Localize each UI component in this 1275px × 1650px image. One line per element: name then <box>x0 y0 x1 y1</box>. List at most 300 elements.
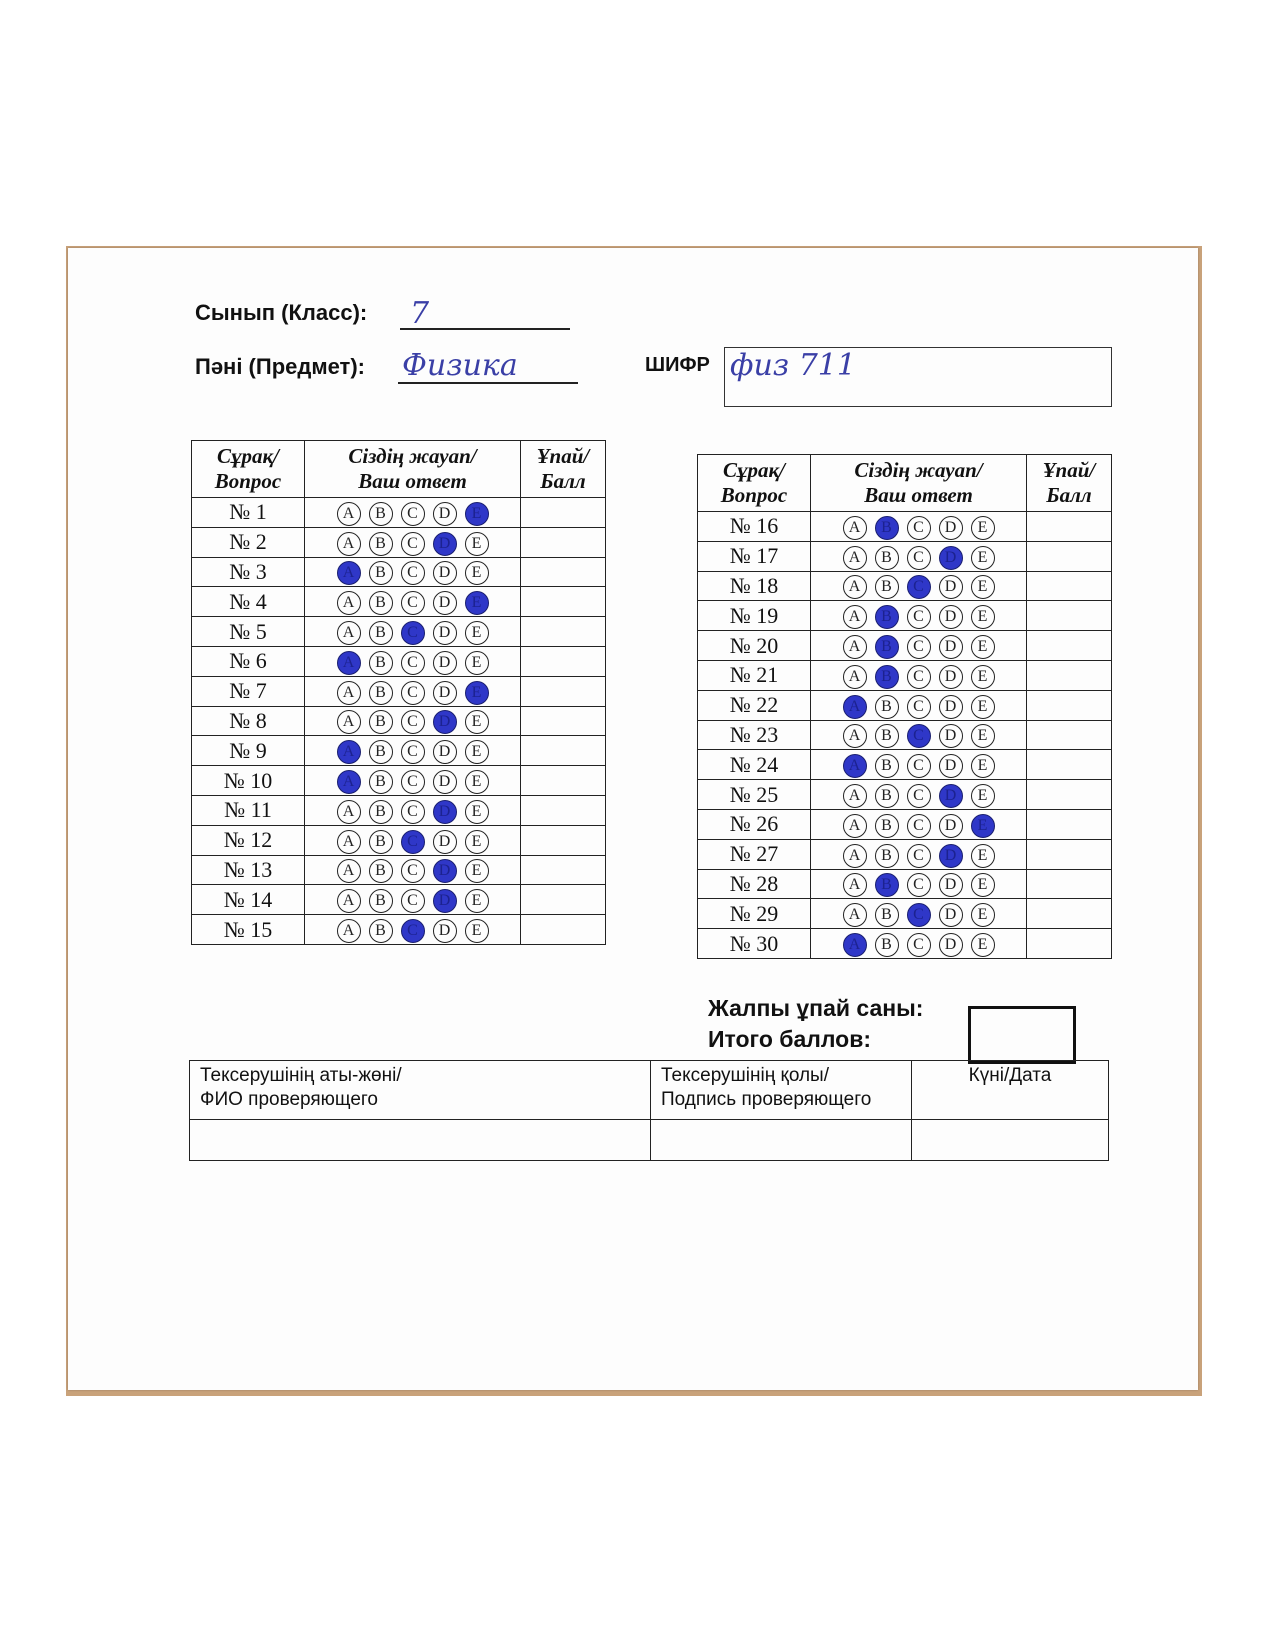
score-cell[interactable] <box>1027 512 1112 542</box>
question-number: № 10 <box>192 766 305 796</box>
score-cell[interactable] <box>1027 660 1112 690</box>
option-bubble-c[interactable]: C <box>401 621 425 645</box>
option-bubble-e[interactable]: E <box>465 532 489 556</box>
option-bubble-a[interactable]: A <box>337 591 361 615</box>
option-bubble-e[interactable]: E <box>971 903 995 927</box>
table-row <box>698 780 1112 810</box>
option-bubble-a[interactable]: A <box>337 561 361 585</box>
option-bubble-a[interactable]: A <box>337 621 361 645</box>
question-number: № 16 <box>698 512 811 542</box>
question-number: № 13 <box>192 855 305 885</box>
option-bubble-e[interactable]: E <box>465 710 489 734</box>
option-bubble-a[interactable]: A <box>843 784 867 808</box>
option-bubble-b[interactable]: B <box>369 651 393 675</box>
table-row <box>192 706 606 736</box>
question-number: № 7 <box>192 676 305 706</box>
option-bubble-e[interactable]: E <box>465 561 489 585</box>
option-bubble-a[interactable]: A <box>337 710 361 734</box>
score-cell[interactable] <box>521 706 606 736</box>
table-row <box>192 795 606 825</box>
option-bubble-d[interactable]: D <box>433 710 457 734</box>
option-bubble-b[interactable]: B <box>369 532 393 556</box>
score-cell[interactable] <box>521 557 606 587</box>
option-bubble-d[interactable]: D <box>433 740 457 764</box>
option-bubble-a[interactable]: A <box>843 724 867 748</box>
answer-header <box>305 441 521 498</box>
option-bubble-e[interactable]: E <box>971 605 995 629</box>
score-cell[interactable] <box>1027 571 1112 601</box>
option-bubble-b[interactable]: B <box>875 635 899 659</box>
answer-header-kz: Сіздің жауап/ <box>348 444 477 468</box>
option-bubble-e[interactable]: E <box>465 800 489 824</box>
option-bubble-c[interactable]: C <box>401 681 425 705</box>
question-number: № 5 <box>192 617 305 647</box>
answer-options <box>811 809 1027 839</box>
option-bubble-d[interactable]: D <box>939 724 963 748</box>
option-bubble-c[interactable]: C <box>401 800 425 824</box>
score-cell[interactable] <box>521 855 606 885</box>
answer-options <box>305 617 521 647</box>
option-bubble-a[interactable]: A <box>337 919 361 943</box>
option-bubble-a[interactable]: A <box>337 859 361 883</box>
answer-options <box>811 541 1027 571</box>
option-bubble-c[interactable]: C <box>907 635 931 659</box>
option-bubble-a[interactable]: A <box>843 933 867 957</box>
option-bubble-b[interactable]: B <box>875 695 899 719</box>
option-bubble-b[interactable]: B <box>875 724 899 748</box>
option-bubble-c[interactable]: C <box>401 859 425 883</box>
question-header <box>192 441 305 498</box>
option-bubble-a[interactable]: A <box>843 516 867 540</box>
option-bubble-b[interactable]: B <box>369 740 393 764</box>
inspector-signature-header <box>651 1061 912 1120</box>
inspector-signature-ru: Подпись проверяющего <box>661 1089 872 1110</box>
option-bubble-e[interactable]: E <box>465 919 489 943</box>
question-number: № 1 <box>192 498 305 528</box>
inspector-signature-field[interactable] <box>651 1120 912 1161</box>
table-row <box>698 899 1112 929</box>
score-cell[interactable] <box>1027 720 1112 750</box>
answer-header-ru: Ваш ответ <box>358 469 467 493</box>
option-bubble-c[interactable]: C <box>401 889 425 913</box>
score-cell[interactable] <box>521 825 606 855</box>
option-bubble-c[interactable]: C <box>907 933 931 957</box>
option-bubble-b[interactable]: B <box>875 605 899 629</box>
question-number: № 29 <box>698 899 811 929</box>
option-bubble-d[interactable]: D <box>939 635 963 659</box>
table-row <box>192 587 606 617</box>
option-bubble-a[interactable]: A <box>843 665 867 689</box>
option-bubble-b[interactable]: B <box>369 919 393 943</box>
answer-header-kz: Сіздің жауап/ <box>854 458 983 482</box>
answer-options <box>305 795 521 825</box>
option-bubble-c[interactable]: C <box>907 873 931 897</box>
option-bubble-e[interactable]: E <box>465 830 489 854</box>
score-cell[interactable] <box>1027 750 1112 780</box>
date-field[interactable] <box>912 1120 1109 1161</box>
score-header-ru: Балл <box>1046 483 1092 507</box>
answer-options <box>811 839 1027 869</box>
option-bubble-d[interactable]: D <box>939 605 963 629</box>
signature-table <box>189 1060 1109 1161</box>
table-row <box>698 809 1112 839</box>
option-bubble-d[interactable]: D <box>433 830 457 854</box>
option-bubble-e[interactable]: E <box>465 651 489 675</box>
option-bubble-e[interactable]: E <box>465 740 489 764</box>
score-cell[interactable] <box>521 915 606 945</box>
answer-header-ru: Ваш ответ <box>864 483 973 507</box>
option-bubble-d[interactable]: D <box>433 502 457 526</box>
score-cell[interactable] <box>521 795 606 825</box>
option-bubble-e[interactable]: E <box>465 502 489 526</box>
score-cell[interactable] <box>1027 601 1112 631</box>
option-bubble-e[interactable]: E <box>465 889 489 913</box>
score-cell[interactable] <box>521 527 606 557</box>
class-label: Сынып (Класс): <box>195 300 368 325</box>
answer-options <box>811 660 1027 690</box>
table-row <box>698 660 1112 690</box>
option-bubble-e[interactable]: E <box>971 665 995 689</box>
question-number: № 28 <box>698 869 811 899</box>
question-number: № 11 <box>192 795 305 825</box>
option-bubble-a[interactable]: A <box>843 873 867 897</box>
question-number: № 20 <box>698 631 811 661</box>
subject-value: Физика <box>402 348 518 383</box>
cipher-label: ШИФР <box>645 354 710 376</box>
option-bubble-b[interactable]: B <box>369 681 393 705</box>
score-header-ru: Балл <box>540 469 586 493</box>
question-number: № 18 <box>698 571 811 601</box>
question-number: № 2 <box>192 527 305 557</box>
answer-options <box>811 899 1027 929</box>
answer-options <box>811 720 1027 750</box>
option-bubble-d[interactable]: D <box>939 903 963 927</box>
option-bubble-a[interactable]: A <box>843 546 867 570</box>
score-cell[interactable] <box>1027 690 1112 720</box>
option-bubble-b[interactable]: B <box>875 575 899 599</box>
score-cell[interactable] <box>1027 869 1112 899</box>
signature-header-row <box>190 1061 1109 1120</box>
option-bubble-d[interactable]: D <box>939 516 963 540</box>
question-number: № 4 <box>192 587 305 617</box>
option-bubble-a[interactable]: A <box>843 575 867 599</box>
score-cell[interactable] <box>1027 631 1112 661</box>
option-bubble-d[interactable]: D <box>433 651 457 675</box>
answers-table-right <box>697 454 1112 959</box>
score-header-kz: Ұпай/ <box>536 444 590 468</box>
option-bubble-a[interactable]: A <box>337 502 361 526</box>
option-bubble-d[interactable]: D <box>433 621 457 645</box>
option-bubble-b[interactable]: B <box>369 830 393 854</box>
option-bubble-c[interactable]: C <box>401 740 425 764</box>
option-bubble-c[interactable]: C <box>907 784 931 808</box>
option-bubble-b[interactable]: B <box>875 546 899 570</box>
inspector-name-header <box>190 1061 651 1120</box>
signature-input-row <box>190 1120 1109 1161</box>
option-bubble-d[interactable]: D <box>433 770 457 794</box>
option-bubble-d[interactable]: D <box>939 844 963 868</box>
option-bubble-e[interactable]: E <box>971 695 995 719</box>
option-bubble-c[interactable]: C <box>907 575 931 599</box>
option-bubble-b[interactable]: B <box>875 814 899 838</box>
option-bubble-d[interactable]: D <box>939 665 963 689</box>
option-bubble-c[interactable]: C <box>907 695 931 719</box>
option-bubble-e[interactable]: E <box>465 859 489 883</box>
option-bubble-a[interactable]: A <box>843 814 867 838</box>
option-bubble-b[interactable]: B <box>875 844 899 868</box>
option-bubble-b[interactable]: B <box>369 889 393 913</box>
table-row <box>192 617 606 647</box>
option-bubble-a[interactable]: A <box>843 695 867 719</box>
question-number: № 27 <box>698 839 811 869</box>
table-row <box>698 512 1112 542</box>
option-bubble-a[interactable]: A <box>843 844 867 868</box>
table-row <box>698 929 1112 959</box>
option-bubble-b[interactable]: B <box>369 710 393 734</box>
answer-options <box>811 869 1027 899</box>
option-bubble-d[interactable]: D <box>433 591 457 615</box>
option-bubble-c[interactable]: C <box>907 605 931 629</box>
question-header <box>698 455 811 512</box>
option-bubble-c[interactable]: C <box>401 830 425 854</box>
answer-options <box>305 557 521 587</box>
option-bubble-b[interactable]: B <box>369 621 393 645</box>
option-bubble-c[interactable]: C <box>907 546 931 570</box>
table-row <box>698 571 1112 601</box>
option-bubble-b[interactable]: B <box>369 800 393 824</box>
total-score-field[interactable] <box>968 1006 1076 1064</box>
option-bubble-d[interactable]: D <box>939 546 963 570</box>
score-header-kz: Ұпай/ <box>1042 458 1096 482</box>
option-bubble-c[interactable]: C <box>907 754 931 778</box>
option-bubble-e[interactable]: E <box>465 770 489 794</box>
option-bubble-d[interactable]: D <box>433 800 457 824</box>
table-row <box>698 750 1112 780</box>
option-bubble-d[interactable]: D <box>433 919 457 943</box>
option-bubble-c[interactable]: C <box>401 502 425 526</box>
table-row <box>192 527 606 557</box>
question-number: № 24 <box>698 750 811 780</box>
option-bubble-b[interactable]: B <box>369 591 393 615</box>
option-bubble-d[interactable]: D <box>433 561 457 585</box>
score-cell[interactable] <box>521 498 606 528</box>
answer-options <box>811 601 1027 631</box>
option-bubble-e[interactable]: E <box>971 546 995 570</box>
question-number: № 9 <box>192 736 305 766</box>
option-bubble-b[interactable]: B <box>875 903 899 927</box>
option-bubble-d[interactable]: D <box>433 859 457 883</box>
score-cell[interactable] <box>521 885 606 915</box>
score-cell[interactable] <box>521 766 606 796</box>
question-number: № 17 <box>698 541 811 571</box>
option-bubble-e[interactable]: E <box>971 575 995 599</box>
option-bubble-c[interactable]: C <box>907 724 931 748</box>
inspector-name-kz: Тексерушінің аты-жөні/ <box>200 1065 402 1086</box>
option-bubble-e[interactable]: E <box>971 635 995 659</box>
answer-options <box>305 885 521 915</box>
score-cell[interactable] <box>521 736 606 766</box>
score-cell[interactable] <box>1027 899 1112 929</box>
inspector-name-ru: ФИО проверяющего <box>200 1089 378 1110</box>
question-header-kz: Сұрақ/ <box>723 458 785 482</box>
answer-options <box>811 690 1027 720</box>
score-header <box>521 441 606 498</box>
answer-options <box>305 766 521 796</box>
table-row <box>192 736 606 766</box>
option-bubble-c[interactable]: C <box>907 516 931 540</box>
answer-options <box>811 750 1027 780</box>
table-header-row <box>192 441 606 498</box>
option-bubble-b[interactable]: B <box>875 873 899 897</box>
answer-options <box>811 929 1027 959</box>
option-bubble-d[interactable]: D <box>939 784 963 808</box>
table-row <box>192 557 606 587</box>
question-number: № 8 <box>192 706 305 736</box>
score-cell[interactable] <box>1027 839 1112 869</box>
question-header-kz: Сұрақ/ <box>217 444 279 468</box>
option-bubble-c[interactable]: C <box>401 710 425 734</box>
option-bubble-e[interactable]: E <box>971 873 995 897</box>
option-bubble-a[interactable]: A <box>843 635 867 659</box>
option-bubble-a[interactable]: A <box>337 651 361 675</box>
option-bubble-e[interactable]: E <box>971 754 995 778</box>
answer-options <box>305 676 521 706</box>
option-bubble-a[interactable]: A <box>337 800 361 824</box>
table-header-row <box>698 455 1112 512</box>
table-row <box>192 855 606 885</box>
option-bubble-e[interactable]: E <box>971 933 995 957</box>
subject-label: Пәні (Предмет): <box>195 354 365 379</box>
question-number: № 26 <box>698 809 811 839</box>
option-bubble-c[interactable]: C <box>401 561 425 585</box>
option-bubble-d[interactable]: D <box>939 575 963 599</box>
option-bubble-e[interactable]: E <box>465 591 489 615</box>
answer-options <box>305 498 521 528</box>
option-bubble-d[interactable]: D <box>433 889 457 913</box>
question-number: № 3 <box>192 557 305 587</box>
option-bubble-b[interactable]: B <box>875 516 899 540</box>
inspector-name-field[interactable] <box>190 1120 651 1161</box>
option-bubble-a[interactable]: A <box>843 754 867 778</box>
answer-options <box>305 736 521 766</box>
option-bubble-b[interactable]: B <box>369 859 393 883</box>
option-bubble-c[interactable]: C <box>907 814 931 838</box>
option-bubble-d[interactable]: D <box>433 681 457 705</box>
option-bubble-c[interactable]: C <box>907 844 931 868</box>
cipher-value: физ 711 <box>730 348 856 383</box>
answer-options <box>811 780 1027 810</box>
table-row <box>698 869 1112 899</box>
option-bubble-b[interactable]: B <box>369 502 393 526</box>
option-bubble-c[interactable]: C <box>401 532 425 556</box>
question-number: № 6 <box>192 646 305 676</box>
table-row <box>698 839 1112 869</box>
option-bubble-a[interactable]: A <box>337 889 361 913</box>
question-number: № 15 <box>192 915 305 945</box>
score-cell[interactable] <box>1027 929 1112 959</box>
question-header-ru: Вопрос <box>214 469 282 493</box>
option-bubble-b[interactable]: B <box>369 770 393 794</box>
option-bubble-a[interactable]: A <box>337 681 361 705</box>
score-cell[interactable] <box>521 617 606 647</box>
option-bubble-d[interactable]: D <box>939 873 963 897</box>
option-bubble-d[interactable]: D <box>939 695 963 719</box>
option-bubble-a[interactable]: A <box>337 830 361 854</box>
answer-options <box>811 512 1027 542</box>
score-cell[interactable] <box>1027 780 1112 810</box>
table-row <box>192 885 606 915</box>
option-bubble-b[interactable]: B <box>875 665 899 689</box>
answer-options <box>305 646 521 676</box>
option-bubble-b[interactable]: B <box>875 784 899 808</box>
option-bubble-d[interactable]: D <box>939 933 963 957</box>
score-cell[interactable] <box>1027 541 1112 571</box>
answer-options <box>305 527 521 557</box>
table-row <box>192 676 606 706</box>
question-number: № 25 <box>698 780 811 810</box>
score-cell[interactable] <box>521 587 606 617</box>
question-header-ru: Вопрос <box>720 483 788 507</box>
option-bubble-a[interactable]: A <box>843 903 867 927</box>
option-bubble-a[interactable]: A <box>337 740 361 764</box>
option-bubble-c[interactable]: C <box>907 903 931 927</box>
table-row <box>192 825 606 855</box>
answer-options <box>305 825 521 855</box>
option-bubble-e[interactable]: E <box>971 724 995 748</box>
option-bubble-c[interactable]: C <box>401 651 425 675</box>
option-bubble-e[interactable]: E <box>465 681 489 705</box>
date-label: Күні/Дата <box>968 1065 1052 1086</box>
table-row <box>698 720 1112 750</box>
option-bubble-d[interactable]: D <box>939 754 963 778</box>
option-bubble-a[interactable]: A <box>843 605 867 629</box>
option-bubble-a[interactable]: A <box>337 532 361 556</box>
answer-options <box>811 571 1027 601</box>
table-row <box>698 631 1112 661</box>
option-bubble-c[interactable]: C <box>401 770 425 794</box>
question-number: № 21 <box>698 660 811 690</box>
option-bubble-c[interactable]: C <box>401 919 425 943</box>
answer-options <box>305 915 521 945</box>
option-bubble-c[interactable]: C <box>907 665 931 689</box>
class-value: 7 <box>410 296 430 331</box>
answer-options <box>811 631 1027 661</box>
option-bubble-e[interactable]: E <box>971 814 995 838</box>
option-bubble-b[interactable]: B <box>875 933 899 957</box>
option-bubble-a[interactable]: A <box>337 770 361 794</box>
score-cell[interactable] <box>1027 809 1112 839</box>
table-row <box>698 690 1112 720</box>
total-label-ru: Итого баллов: <box>708 1026 872 1052</box>
score-cell[interactable] <box>521 646 606 676</box>
answer-header <box>811 455 1027 512</box>
answer-options <box>305 587 521 617</box>
option-bubble-e[interactable]: E <box>971 844 995 868</box>
question-number: № 12 <box>192 825 305 855</box>
option-bubble-b[interactable]: B <box>875 754 899 778</box>
score-cell[interactable] <box>521 676 606 706</box>
table-row <box>192 498 606 528</box>
option-bubble-e[interactable]: E <box>971 784 995 808</box>
option-bubble-d[interactable]: D <box>433 532 457 556</box>
date-header <box>912 1061 1109 1120</box>
answer-options <box>305 706 521 736</box>
option-bubble-b[interactable]: B <box>369 561 393 585</box>
option-bubble-c[interactable]: C <box>401 591 425 615</box>
option-bubble-d[interactable]: D <box>939 814 963 838</box>
option-bubble-e[interactable]: E <box>465 621 489 645</box>
option-bubble-e[interactable]: E <box>971 516 995 540</box>
